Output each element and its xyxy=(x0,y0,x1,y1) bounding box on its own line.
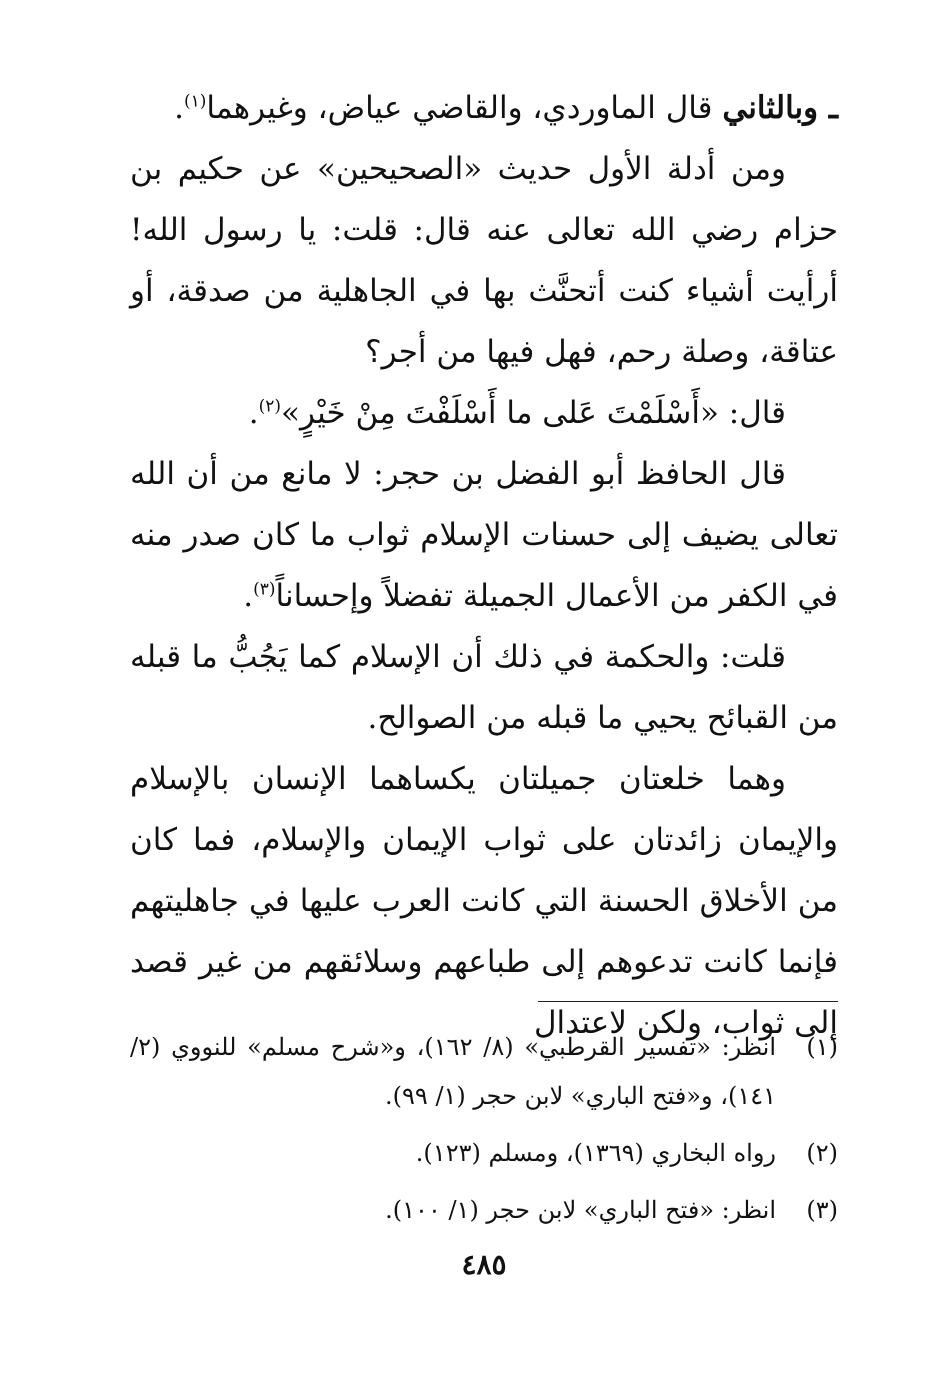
paragraph-tail: . xyxy=(243,578,254,614)
paragraph-tail: . xyxy=(248,395,259,431)
paragraph-3 xyxy=(130,383,838,444)
footnote-text: رواه البخاري (١٣٦٩)، ومسلم (١٢٣). xyxy=(415,1139,776,1167)
paragraph-text: وهما خلعتان جميلتان يكساهما الإنسان بالإسلام والإيمان زائدتان على ثواب الإيمان والإسلام، فما كان من الأخلاق الحسنة التي كانت العرب عليها في جاهليتهم فإنما كانت تدعوهم إلى طباعهم وسلائقهم من غير قصد إلى ثواب، ولكن لاعتدال xyxy=(130,761,838,1041)
footnote-divider xyxy=(538,1001,838,1002)
paragraph-5 xyxy=(130,627,838,749)
paragraph-2 xyxy=(130,139,838,383)
book-page xyxy=(130,78,838,1368)
paragraph-text: ومن أدلة الأول حديث «الصحيحين» عن حكيم بن حزام رضي الله تعالى عنه قال: قلت: يا رسول الله! أرأيت أشياء كنت أتحنَّث بها في الجاهلية من صدقة، أو عتاقة، وصلة رحم، فهل فيها من أجر؟ xyxy=(130,151,838,370)
footnote-number: (٢) xyxy=(806,1139,838,1167)
paragraph-4 xyxy=(130,444,838,627)
footnotes xyxy=(130,1023,838,1243)
paragraph-tail: . xyxy=(174,90,184,126)
footnote-2 xyxy=(130,1129,838,1178)
footnote-number: (٣) xyxy=(806,1196,838,1224)
paragraph-lead: ـ وبالثاني xyxy=(722,90,838,126)
paragraph-text: قال الحافظ أبو الفضل بن حجر: لا مانع من أن الله تعالى يضيف إلى حسنات الإسلام ثواب ما كان صدر منه في الكفر من الأعمال الجميلة تفضلاً وإحساناً xyxy=(130,456,838,614)
paragraph-text: قال: «أَسْلَمْتَ عَلى ما أَسْلَفْتَ مِنْ خَيْرٍ» xyxy=(281,395,786,431)
footnote-ref-2[interactable]: (٢) xyxy=(258,396,282,417)
footnote-ref-3[interactable]: (٣) xyxy=(253,579,276,600)
paragraph-text: قلت: والحكمة في ذلك أن الإسلام كما يَجُبُّ ما قبله من القبائح يحيي ما قبله من الصوالح. xyxy=(130,639,838,736)
paragraph-1 xyxy=(130,78,838,139)
footnote-3 xyxy=(130,1186,838,1235)
footnote-text: انظر: «تفسير القرطبي» (٨/ ١٦٢)، و«شرح مسلم» للنووي (٢/ ١٤١)، و«فتح الباري» لابن حجر (١/ ٩٩). xyxy=(130,1033,777,1110)
footnote-text: انظر: «فتح الباري» لابن حجر (١/ ١٠٠). xyxy=(385,1196,776,1224)
paragraph-6 xyxy=(130,749,838,1054)
paragraph-text: قال الماوردي، والقاضي عياض، وغيرهما xyxy=(206,90,723,126)
page-number: ٤٨٥ xyxy=(461,1248,507,1281)
footnote-ref-1[interactable]: (١) xyxy=(183,91,207,112)
main-text xyxy=(130,78,838,1054)
footnote-1 xyxy=(130,1023,838,1121)
footnote-number: (١) xyxy=(806,1033,838,1061)
